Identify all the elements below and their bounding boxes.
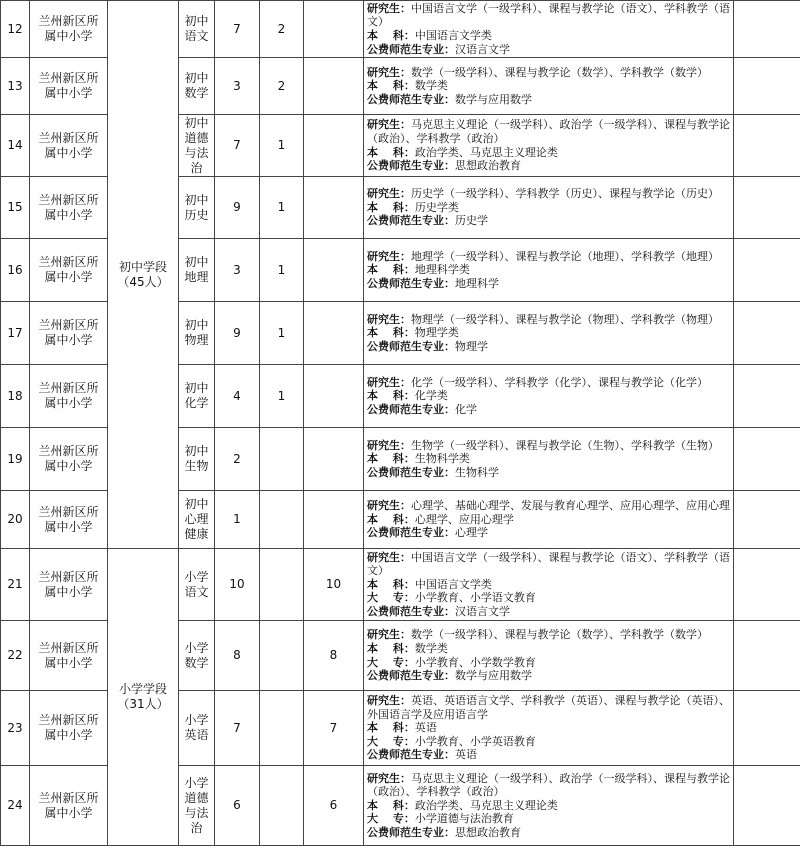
subject-name: 初中化学: [179, 365, 215, 428]
requirement-label: 本 科：: [367, 201, 415, 214]
unit-name: 兰州新区所属中小学: [30, 549, 108, 621]
requirement-line: [367, 146, 730, 160]
requirement-label: 本 科：: [367, 799, 415, 812]
remarks-cell: [734, 1, 800, 58]
row-number: 14: [1, 115, 30, 177]
requirement-line: [367, 551, 730, 578]
remarks-cell: [734, 365, 800, 428]
count-a: 1: [215, 491, 260, 549]
count-b: 1: [260, 115, 304, 177]
count-c: 10: [304, 549, 364, 621]
requirement-label: 研究生：: [367, 2, 411, 15]
requirement-label: 本 科：: [367, 721, 415, 734]
subject-name: 初中道德与法治: [179, 115, 215, 177]
requirement-label: 公费师范生专业：: [367, 340, 455, 353]
count-c: [304, 58, 364, 115]
requirement-label: 本 科：: [367, 263, 415, 276]
requirements-cell: [364, 302, 734, 365]
requirements-cell: [364, 691, 734, 766]
count-a: 3: [215, 239, 260, 302]
count-a: 9: [215, 302, 260, 365]
subject-name: 小学英语: [179, 691, 215, 766]
requirement-value: 历史学（一级学科）、学科教学（历史）、课程与教学论（历史）: [411, 187, 719, 200]
requirement-label: 研究生：: [367, 628, 411, 641]
requirement-line: [367, 578, 730, 592]
requirement-line: [367, 772, 730, 799]
row-number: 15: [1, 177, 30, 239]
requirement-line: [367, 93, 730, 107]
count-c: [304, 302, 364, 365]
subject-name: 初中物理: [179, 302, 215, 365]
requirement-label: 本 科：: [367, 79, 415, 92]
requirement-line: [367, 526, 730, 540]
requirement-line: [367, 452, 730, 466]
remarks-cell: [734, 691, 800, 766]
subject-name: 初中语文: [179, 1, 215, 58]
requirement-line: [367, 340, 730, 354]
requirement-value: 物理学（一级学科）、课程与教学论（物理）、学科教学（物理）: [411, 313, 719, 326]
remarks-cell: [734, 491, 800, 549]
requirement-value: 马克思主义理论（一级学科）、政治学（一级学科）、课程与教学论（政治）、学科教学（政治）: [367, 118, 730, 145]
count-c: [304, 177, 364, 239]
requirement-label: 公费师范生专业：: [367, 826, 455, 839]
requirement-line: [367, 721, 730, 735]
count-b: [260, 691, 304, 766]
requirement-label: 本 科：: [367, 29, 415, 42]
requirement-value: 物理学: [455, 340, 488, 353]
requirement-line: [367, 118, 730, 145]
remarks-cell: [734, 621, 800, 691]
count-a: 7: [215, 691, 260, 766]
requirement-label: 本 科：: [367, 326, 415, 339]
row-number: 18: [1, 365, 30, 428]
requirement-label: 本 科：: [367, 452, 415, 465]
row-number: 13: [1, 58, 30, 115]
requirement-value: 英语: [455, 748, 477, 761]
requirement-label: 本 科：: [367, 146, 415, 159]
requirement-line: [367, 694, 730, 721]
unit-name: 兰州新区所属中小学: [30, 58, 108, 115]
requirement-value: 小学教育、小学语文教育: [415, 591, 536, 604]
requirement-value: 数学类: [415, 79, 448, 92]
requirement-value: 化学: [455, 403, 477, 416]
count-c: [304, 1, 364, 58]
requirement-label: 研究生：: [367, 439, 411, 452]
remarks-cell: [734, 302, 800, 365]
count-c: [304, 365, 364, 428]
requirement-value: 政治学类、马克思主义理论类: [415, 146, 558, 159]
requirement-value: 物理学类: [415, 326, 459, 339]
count-a: 7: [215, 115, 260, 177]
count-a: 8: [215, 621, 260, 691]
requirements-cell: [364, 177, 734, 239]
unit-name: 兰州新区所属中小学: [30, 1, 108, 58]
requirement-label: 公费师范生专业：: [367, 159, 455, 172]
requirement-value: 化学（一级学科）、学科教学（化学）、课程与教学论（化学）: [411, 376, 708, 389]
requirement-label: 大 专：: [367, 656, 415, 669]
requirement-line: [367, 263, 730, 277]
requirements-cell: [364, 766, 734, 846]
requirement-value: 生物科学类: [415, 452, 470, 465]
requirement-value: 思想政治教育: [455, 826, 521, 839]
remarks-cell: [734, 58, 800, 115]
requirement-line: [367, 439, 730, 453]
requirement-line: [367, 389, 730, 403]
row-number: 16: [1, 239, 30, 302]
stage-cell: 初中学段（45人）: [108, 1, 179, 549]
row-number: 19: [1, 428, 30, 491]
row-number: 12: [1, 1, 30, 58]
count-a: 4: [215, 365, 260, 428]
remarks-cell: [734, 115, 800, 177]
unit-name: 兰州新区所属中小学: [30, 621, 108, 691]
requirement-label: 研究生：: [367, 499, 411, 512]
requirement-label: 研究生：: [367, 376, 411, 389]
count-a: 3: [215, 58, 260, 115]
requirement-label: 大 专：: [367, 591, 415, 604]
requirement-value: 心理学、应用心理学: [415, 513, 514, 526]
table-row: [1, 1, 800, 58]
count-c: 6: [304, 766, 364, 846]
count-b: [260, 621, 304, 691]
count-b: 2: [260, 58, 304, 115]
count-c: [304, 239, 364, 302]
row-number: 21: [1, 549, 30, 621]
requirement-value: 中国语言文学类: [415, 29, 492, 42]
requirement-label: 研究生：: [367, 694, 411, 707]
count-a: 10: [215, 549, 260, 621]
requirements-cell: [364, 365, 734, 428]
requirement-value: 数学与应用数学: [455, 93, 532, 106]
count-b: [260, 428, 304, 491]
requirement-label: 研究生：: [367, 551, 411, 564]
subject-name: 小学数学: [179, 621, 215, 691]
row-number: 22: [1, 621, 30, 691]
requirement-label: 本 科：: [367, 513, 415, 526]
count-c: [304, 428, 364, 491]
count-a: 7: [215, 1, 260, 58]
requirement-value: 中国语言文学（一级学科）、课程与教学论（语文）、学科教学（语文）: [367, 551, 730, 578]
requirement-label: 公费师范生专业：: [367, 748, 455, 761]
requirement-line: [367, 403, 730, 417]
requirement-line: [367, 466, 730, 480]
requirement-line: [367, 799, 730, 813]
unit-name: 兰州新区所属中小学: [30, 691, 108, 766]
requirement-label: 公费师范生专业：: [367, 43, 455, 56]
requirement-value: 数学与应用数学: [455, 669, 532, 682]
requirement-value: 马克思主义理论（一级学科）、政治学（一级学科）、课程与教学论（政治）、学科教学（政治）: [367, 772, 730, 799]
requirement-value: 小学道德与法治教育: [415, 812, 514, 825]
requirement-value: 数学（一级学科）、课程与教学论（数学）、学科教学（数学）: [411, 66, 708, 79]
requirement-value: 中国语言文学类: [415, 578, 492, 591]
requirement-line: [367, 513, 730, 527]
requirement-line: [367, 669, 730, 683]
requirement-value: 英语、英语语言文学、学科教学（英语）、课程与教学论（英语）、外国语言学及应用语言学: [367, 694, 730, 721]
requirement-label: 研究生：: [367, 118, 411, 131]
unit-name: 兰州新区所属中小学: [30, 428, 108, 491]
requirement-line: [367, 499, 730, 513]
requirement-line: [367, 187, 730, 201]
requirements-cell: [364, 58, 734, 115]
requirement-value: 数学（一级学科）、课程与教学论（数学）、学科教学（数学）: [411, 628, 708, 641]
requirement-value: 数学类: [415, 642, 448, 655]
requirements-cell: [364, 549, 734, 621]
requirement-value: 小学教育、小学数学教育: [415, 656, 536, 669]
table-row: [1, 549, 800, 621]
requirement-label: 公费师范生专业：: [367, 669, 455, 682]
requirement-label: 研究生：: [367, 187, 411, 200]
requirement-value: 生物学（一级学科）、课程与教学论（生物）、学科教学（生物）: [411, 439, 719, 452]
requirement-value: 历史学: [455, 214, 488, 227]
requirement-line: [367, 812, 730, 826]
count-b: [260, 549, 304, 621]
requirement-label: 研究生：: [367, 250, 411, 263]
requirement-line: [367, 313, 730, 327]
requirement-line: [367, 326, 730, 340]
subject-name: 小学道德与法治: [179, 766, 215, 846]
remarks-cell: [734, 239, 800, 302]
requirement-line: [367, 656, 730, 670]
requirement-label: 公费师范生专业：: [367, 526, 455, 539]
count-a: 6: [215, 766, 260, 846]
requirement-label: 公费师范生专业：: [367, 605, 455, 618]
requirement-line: [367, 201, 730, 215]
unit-name: 兰州新区所属中小学: [30, 302, 108, 365]
requirement-value: 地理科学: [455, 277, 499, 290]
unit-name: 兰州新区所属中小学: [30, 239, 108, 302]
requirement-value: 中国语言文学（一级学科）、课程与教学论（语文）、学科教学（语文）: [367, 2, 730, 29]
requirement-label: 大 专：: [367, 812, 415, 825]
count-c: [304, 491, 364, 549]
requirement-value: 小学教育、小学英语教育: [415, 735, 536, 748]
requirement-value: 英语: [415, 721, 437, 734]
remarks-cell: [734, 428, 800, 491]
requirement-label: 公费师范生专业：: [367, 93, 455, 106]
count-c: [304, 115, 364, 177]
requirement-label: 本 科：: [367, 578, 415, 591]
subject-name: 初中心理健康: [179, 491, 215, 549]
subject-name: 初中生物: [179, 428, 215, 491]
row-number: 24: [1, 766, 30, 846]
count-a: 2: [215, 428, 260, 491]
subject-name: 初中数学: [179, 58, 215, 115]
requirement-label: 本 科：: [367, 642, 415, 655]
unit-name: 兰州新区所属中小学: [30, 177, 108, 239]
count-c: 7: [304, 691, 364, 766]
count-b: 1: [260, 239, 304, 302]
requirement-line: [367, 591, 730, 605]
requirements-cell: [364, 428, 734, 491]
requirement-value: 心理学、基础心理学、发展与教育心理学、应用心理学、应用心理: [411, 499, 730, 512]
remarks-cell: [734, 549, 800, 621]
requirements-cell: [364, 1, 734, 58]
requirements-cell: [364, 491, 734, 549]
row-number: 17: [1, 302, 30, 365]
unit-name: 兰州新区所属中小学: [30, 766, 108, 846]
stage-cell: 小学学段（31人）: [108, 549, 179, 846]
unit-name: 兰州新区所属中小学: [30, 115, 108, 177]
requirement-value: 生物科学: [455, 466, 499, 479]
requirement-line: [367, 826, 730, 840]
count-b: [260, 491, 304, 549]
requirement-value: 地理学（一级学科）、课程与教学论（地理）、学科教学（地理）: [411, 250, 719, 263]
requirement-value: 地理科学类: [415, 263, 470, 276]
requirement-line: [367, 214, 730, 228]
requirement-value: 政治学类、马克思主义理论类: [415, 799, 558, 812]
requirement-line: [367, 277, 730, 291]
requirement-line: [367, 605, 730, 619]
count-b: 1: [260, 302, 304, 365]
requirement-line: [367, 748, 730, 762]
count-b: [260, 766, 304, 846]
requirement-label: 公费师范生专业：: [367, 466, 455, 479]
requirement-line: [367, 79, 730, 93]
requirement-label: 公费师范生专业：: [367, 277, 455, 290]
requirement-label: 研究生：: [367, 66, 411, 79]
requirement-line: [367, 376, 730, 390]
row-number: 20: [1, 491, 30, 549]
requirement-line: [367, 29, 730, 43]
requirement-line: [367, 250, 730, 264]
requirement-label: 公费师范生专业：: [367, 403, 455, 416]
subject-name: 初中地理: [179, 239, 215, 302]
remarks-cell: [734, 177, 800, 239]
requirement-value: 思想政治教育: [455, 159, 521, 172]
requirement-label: 公费师范生专业：: [367, 214, 455, 227]
requirements-cell: [364, 621, 734, 691]
subject-name: 初中历史: [179, 177, 215, 239]
count-b: 1: [260, 177, 304, 239]
requirement-line: [367, 159, 730, 173]
requirement-value: 历史学类: [415, 201, 459, 214]
row-number: 23: [1, 691, 30, 766]
requirement-line: [367, 66, 730, 80]
requirement-line: [367, 735, 730, 749]
requirement-label: 研究生：: [367, 772, 411, 785]
requirement-line: [367, 642, 730, 656]
requirement-label: 研究生：: [367, 313, 411, 326]
unit-name: 兰州新区所属中小学: [30, 365, 108, 428]
requirement-line: [367, 628, 730, 642]
requirement-value: 心理学: [455, 526, 488, 539]
requirement-label: 本 科：: [367, 389, 415, 402]
requirement-line: [367, 43, 730, 57]
requirements-cell: [364, 115, 734, 177]
count-b: 1: [260, 365, 304, 428]
count-a: 9: [215, 177, 260, 239]
requirement-value: 化学类: [415, 389, 448, 402]
count-b: 2: [260, 1, 304, 58]
count-c: 8: [304, 621, 364, 691]
requirement-value: 汉语言文学: [455, 605, 510, 618]
requirement-line: [367, 2, 730, 29]
unit-name: 兰州新区所属中小学: [30, 491, 108, 549]
requirement-value: 汉语言文学: [455, 43, 510, 56]
requirement-label: 大 专：: [367, 735, 415, 748]
subject-name: 小学语文: [179, 549, 215, 621]
requirements-cell: [364, 239, 734, 302]
remarks-cell: [734, 766, 800, 846]
